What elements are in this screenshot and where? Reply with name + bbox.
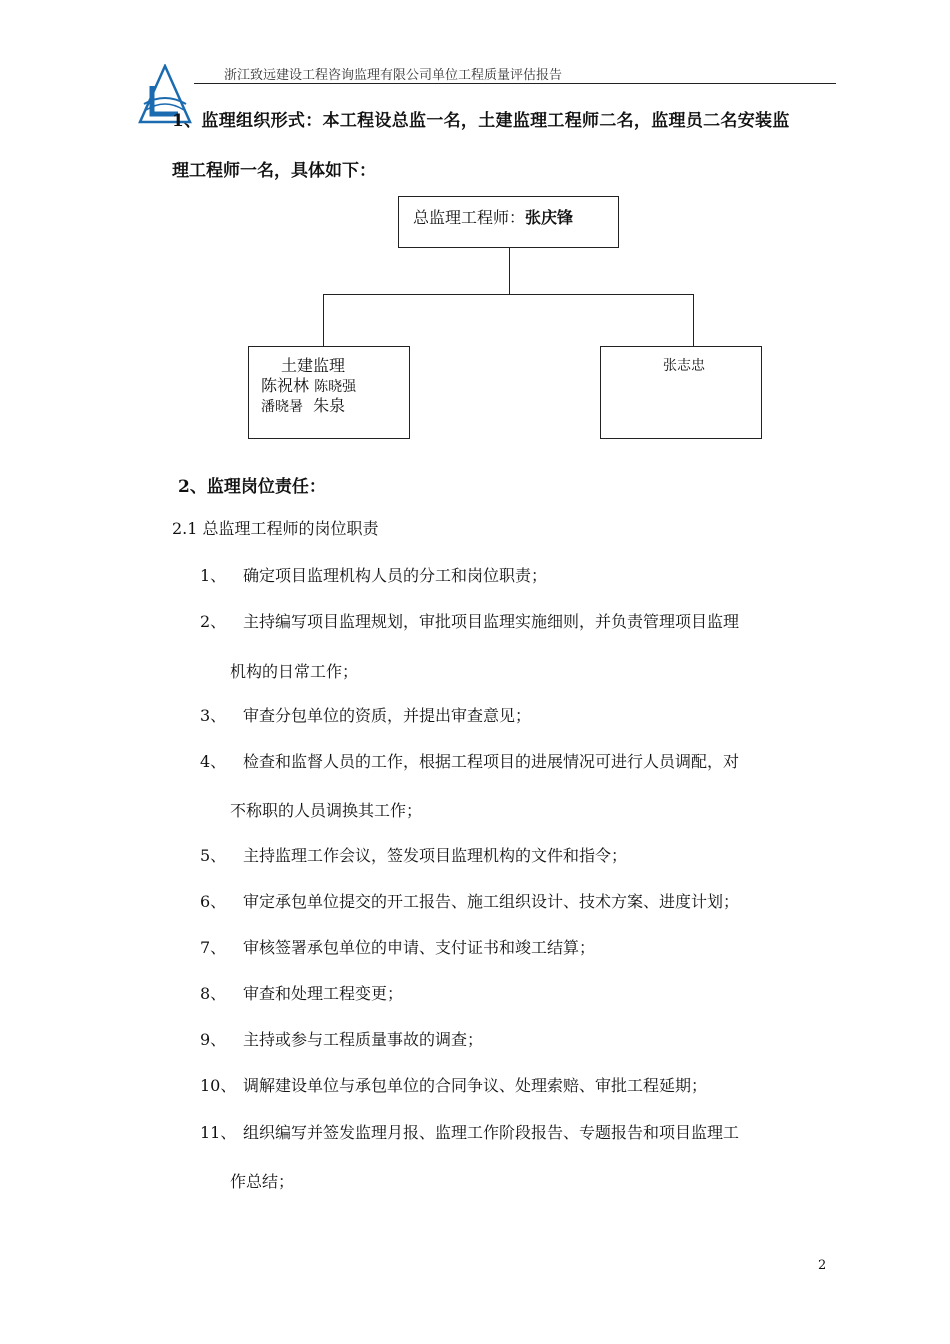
list-item-continuation: 作总结； [230, 1172, 295, 1191]
list-item-continuation: 机构的日常工作； [230, 662, 359, 681]
list-item-number: 9、 [200, 1030, 227, 1049]
org-civil-box [248, 346, 410, 439]
intro-line-2: 理工程师一名，具体如下： [172, 161, 376, 181]
org-chief-text [413, 205, 573, 228]
org-install-box [600, 346, 762, 439]
list-item-text: 主持编写项目监理规划，审批项目监理实施细则，并负责管理项目监理 [243, 612, 740, 631]
org-chief-label: 总监理工程师： [413, 208, 526, 227]
org-connector-vertical [509, 248, 510, 294]
header-divider [194, 83, 836, 84]
list-item-text: 确定项目监理机构人员的分工和岗位职责； [243, 566, 548, 585]
org-civil-name-1: 陈祝林 [261, 376, 310, 395]
org-civil-name-3: 潘晓暑 [261, 399, 303, 415]
org-chief-name: 张庆锋 [525, 208, 574, 227]
list-item-number: 10、 [200, 1076, 237, 1095]
org-connector-left [323, 294, 324, 346]
header-title: 浙江致远建设工程咨询监理有限公司单位工程质量评估报告 [224, 68, 563, 83]
list-item-text: 审核签署承包单位的申请、支付证书和竣工结算； [243, 938, 596, 957]
section-2-1-subtitle: 2.1 总监理工程师的岗位职责 [172, 519, 379, 538]
org-civil-names-row2 [261, 393, 345, 416]
org-civil-name-2: 陈晓强 [314, 379, 357, 395]
list-item-continuation: 不称职的人员调换其工作； [230, 801, 423, 820]
list-item-text: 审查和处理工程变更； [243, 984, 404, 1003]
list-item-number: 1、 [200, 566, 227, 585]
list-item-number: 4、 [200, 752, 227, 771]
org-civil-title: 土建监理 [281, 356, 346, 375]
list-item-text: 组织编写并签发监理月报、监理工作阶段报告、专题报告和项目监理工 [243, 1123, 740, 1142]
page-number: 2 [818, 1258, 827, 1273]
list-item-number: 11、 [200, 1123, 237, 1142]
list-item-number: 5、 [200, 846, 227, 865]
list-item-text: 审查分包单位的资质，并提出审查意见； [243, 706, 532, 725]
list-item-number: 8、 [200, 984, 227, 1003]
org-connector-horizontal [323, 294, 694, 295]
org-connector-right [693, 294, 694, 346]
list-item-number: 3、 [200, 706, 227, 725]
list-item-text: 主持或参与工程质量事故的调查； [243, 1030, 484, 1049]
list-item-number: 2、 [200, 612, 227, 631]
list-item-number: 6、 [200, 892, 227, 911]
intro-line-1: 1、监理组织形式：本工程设总监一名，土建监理工程师二名，监理员二名安装监 [172, 111, 790, 131]
list-item-text: 检查和监督人员的工作，根据工程项目的进展情况可进行人员调配，对 [243, 752, 740, 771]
org-chief-box [398, 196, 619, 248]
org-install-name: 张志忠 [663, 358, 705, 374]
list-item-text: 主持监理工作会议，签发项目监理机构的文件和指令； [243, 846, 628, 865]
list-item-text: 审定承包单位提交的开工报告、施工组织设计、技术方案、进度计划； [243, 892, 740, 911]
list-item-text: 调解建设单位与承包单位的合同争议、处理索赔、审批工程延期； [243, 1076, 708, 1095]
org-civil-name-4: 朱泉 [313, 396, 346, 415]
list-item-number: 7、 [200, 938, 227, 957]
section-2-title: 2、监理岗位责任： [178, 477, 326, 497]
